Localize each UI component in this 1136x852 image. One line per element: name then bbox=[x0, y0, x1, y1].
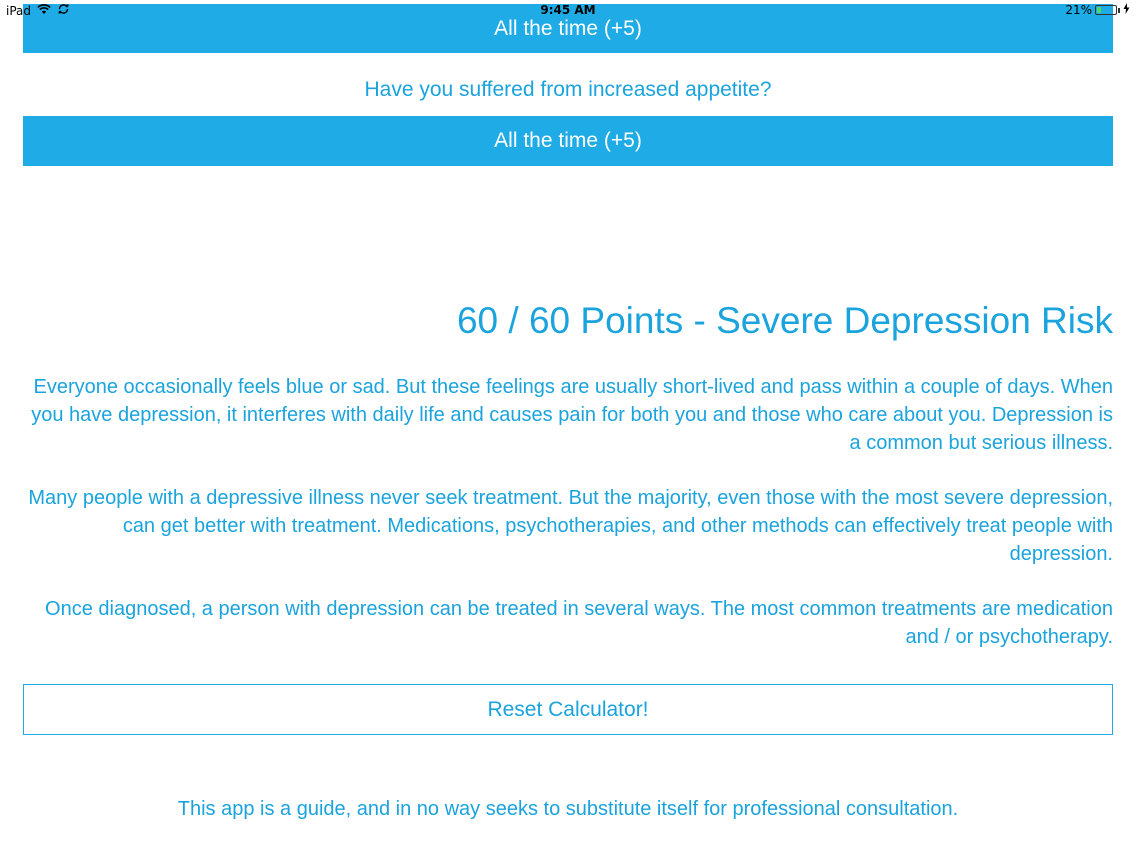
battery-nub bbox=[1118, 8, 1120, 13]
charging-bolt-icon bbox=[1123, 3, 1130, 17]
result-paragraph: Once diagnosed, a person with depression can be treated in several ways. The most common treatments are medication and / or psychotherapy. bbox=[45, 598, 1113, 648]
status-right bbox=[1065, 3, 1130, 17]
result-paragraph: Many people with a depressive illness never seek treatment. But the majority, even those with the most severe depression, can get better with treatment. Medications, psychotherapies, and other methods can effectively treat people with depression. bbox=[28, 487, 1113, 565]
result-title: 60 / 60 Points - Severe Depression Risk bbox=[456, 300, 1113, 341]
reset-calculator-button[interactable]: Reset Calculator! bbox=[23, 684, 1113, 735]
appetite-answer-button[interactable]: All the time (+5) bbox=[23, 116, 1113, 166]
previous-answer-button[interactable]: All the time (+5) bbox=[23, 4, 1113, 53]
disclaimer-text: This app is a guide, and in no way seeks to substitute itself for professional consultation. bbox=[177, 798, 959, 820]
status-time: 9:45 AM bbox=[540, 3, 596, 17]
result-paragraph: Everyone occasionally feels blue or sad. But these feelings are usually short-lived and pass within a couple of days. When you have depression, it interferes with daily life and causes pain for both you and those who care about you. Depression is a common but serious illness. bbox=[31, 376, 1113, 454]
battery-percent: 21% bbox=[1065, 3, 1092, 17]
device-label: iPad bbox=[6, 3, 32, 18]
status-bar bbox=[0, 0, 1136, 22]
battery-fill bbox=[1097, 7, 1101, 13]
battery-icon bbox=[1095, 5, 1117, 15]
question-label: Have you suffered from increased appetite? bbox=[364, 78, 772, 101]
